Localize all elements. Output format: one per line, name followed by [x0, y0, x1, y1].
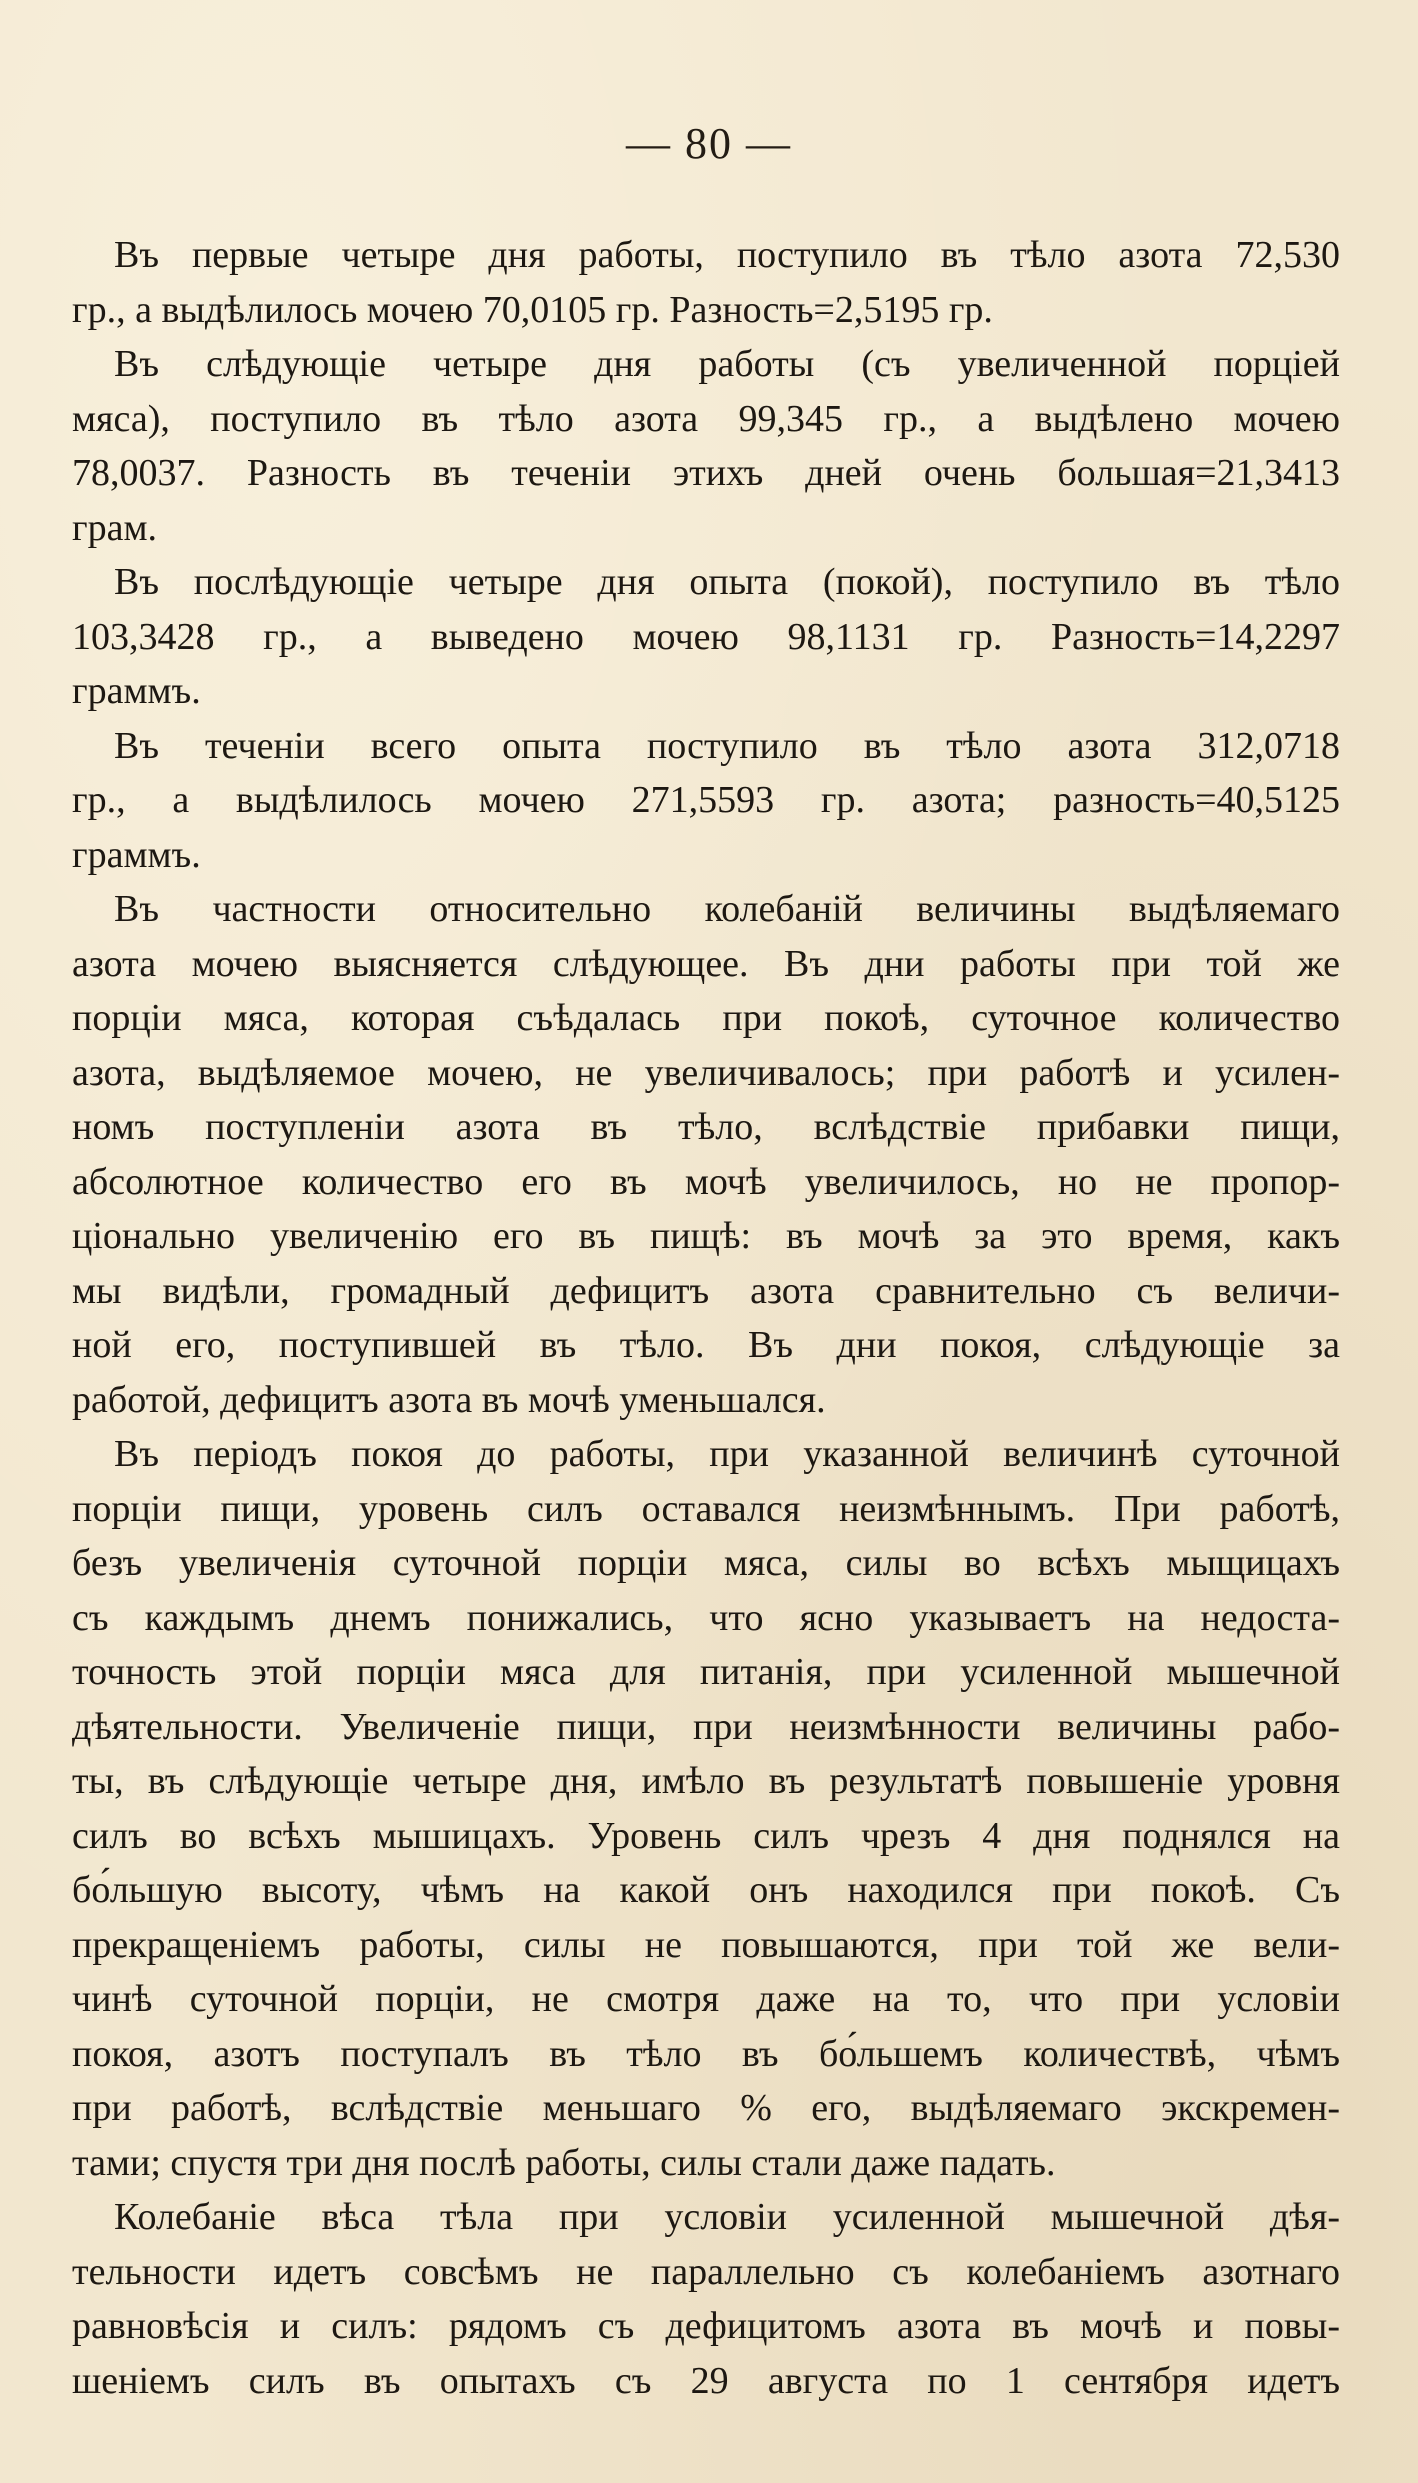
- text-line: ціонально увеличенію его въ пищѣ: въ мочѣ за это время, какъ: [72, 1215, 1340, 1257]
- text-line: чинѣ суточной порціи, не смотря даже на то, что при условіи: [72, 1978, 1340, 2020]
- text-line: абсолютное количество его въ мочѣ увеличилось, но не пропор-: [72, 1160, 1340, 1203]
- text-line: гр., а выдѣлилось мочею 271,5593 гр. азота; разность=40,5125: [72, 779, 1340, 821]
- text-line: тельности идетъ совсѣмъ не параллельно съ колебаніемъ азотнаго: [72, 2250, 1340, 2293]
- text-line: Въ періодъ покоя до работы, при указанной величинѣ суточной: [114, 1433, 1340, 1475]
- text-line: бо́льшую высоту, чѣмъ на какой онъ находился при покоѣ. Съ: [72, 1869, 1340, 1911]
- text-line: Въ послѣдующіе четыре дня опыта (покой), поступило въ тѣло: [114, 561, 1340, 603]
- text-line: равновѣсія и силъ: рядомъ съ дефицитомъ азота въ мочѣ и повы-: [72, 2305, 1340, 2347]
- text-line: Въ первые четыре дня работы, поступило въ тѣло азота 72,530: [114, 234, 1340, 276]
- text-line: шеніемъ силъ въ опытахъ съ 29 августа по 1 сентября идетъ: [72, 2359, 1340, 2402]
- text-line: граммъ.: [72, 833, 201, 876]
- text-line: Въ частности относительно колебаній величины выдѣляемаго: [114, 888, 1340, 930]
- text-line: номъ поступленіи азота въ тѣло, вслѣдствіе прибавки пищи,: [72, 1106, 1340, 1148]
- text-line: мы видѣли, громадный дефицитъ азота сравнительно съ величи-: [72, 1269, 1340, 1312]
- text-line: ты, въ слѣдующіе четыре дня, имѣло въ результатѣ повышеніе уровня: [72, 1760, 1340, 1802]
- text-line: прекращеніемъ работы, силы не повышаются, при той же вели-: [72, 1923, 1340, 1966]
- text-line: мяса), поступило въ тѣло азота 99,345 гр., а выдѣлено мочею: [72, 397, 1340, 440]
- text-line: силъ во всѣхъ мышицахъ. Уровень силъ чрезъ 4 дня поднялся на: [72, 1814, 1340, 1857]
- text-line: Въ теченіи всего опыта поступило въ тѣло азота 312,0718: [114, 724, 1340, 767]
- text-line: съ каждымъ днемъ понижались, что ясно указываетъ на недоста-: [72, 1596, 1340, 1639]
- text-line: безъ увеличенія суточной порціи мяса, силы во всѣхъ мыщицахъ: [72, 1542, 1340, 1584]
- text-line: работой, дефицитъ азота въ мочѣ уменьшался.: [72, 1378, 826, 1421]
- text-line: дѣятельности. Увеличеніе пищи, при неизмѣнности величины рабо-: [72, 1705, 1340, 1748]
- text-line: гр., а выдѣлилось мочею 70,0105 гр. Разность=2,5195 гр.: [72, 288, 993, 331]
- text-line: 103,3428 гр., а выведено мочею 98,1131 гр. Разность=14,2297: [72, 615, 1340, 658]
- text-line: покоя, азотъ поступалъ въ тѣло въ бо́льшемъ количествѣ, чѣмъ: [72, 2032, 1340, 2075]
- text-line: точность этой порціи мяса для питанія, при усиленной мышечной: [72, 1651, 1340, 1693]
- text-line: Колебаніе вѣса тѣла при условіи усиленной мышечной дѣя-: [114, 2196, 1340, 2238]
- text-line: граммъ.: [72, 670, 201, 712]
- text-line: при работѣ, вслѣдствіе меньшаго % его, выдѣляемаго экскремен-: [72, 2087, 1340, 2129]
- text-line: тами; спустя три дня послѣ работы, силы стали даже падать.: [72, 2141, 1056, 2184]
- text-line: ной его, поступившей въ тѣло. Въ дни покоя, слѣдующіе за: [72, 1324, 1340, 1366]
- text-line: порціи пищи, уровень силъ оставался неизмѣннымъ. При работѣ,: [72, 1487, 1340, 1530]
- text-line: азота, выдѣляемое мочею, не увеличивалось; при работѣ и усилен-: [72, 1051, 1340, 1094]
- text-line: Въ слѣдующіе четыре дня работы (съ увеличенной порціей: [114, 343, 1340, 385]
- body-text: [72, 228, 1340, 2408]
- text-line: грам.: [72, 506, 157, 549]
- text-line: порціи мяса, которая съѣдалась при покоѣ, суточное количество: [72, 997, 1340, 1039]
- text-line: 78,0037. Разность въ теченіи этихъ дней очень большая=21,3413: [72, 452, 1340, 494]
- page-number: — 80 —: [626, 119, 792, 168]
- text-line: азота мочею выясняется слѣдующее. Въ дни работы при той же: [72, 942, 1340, 985]
